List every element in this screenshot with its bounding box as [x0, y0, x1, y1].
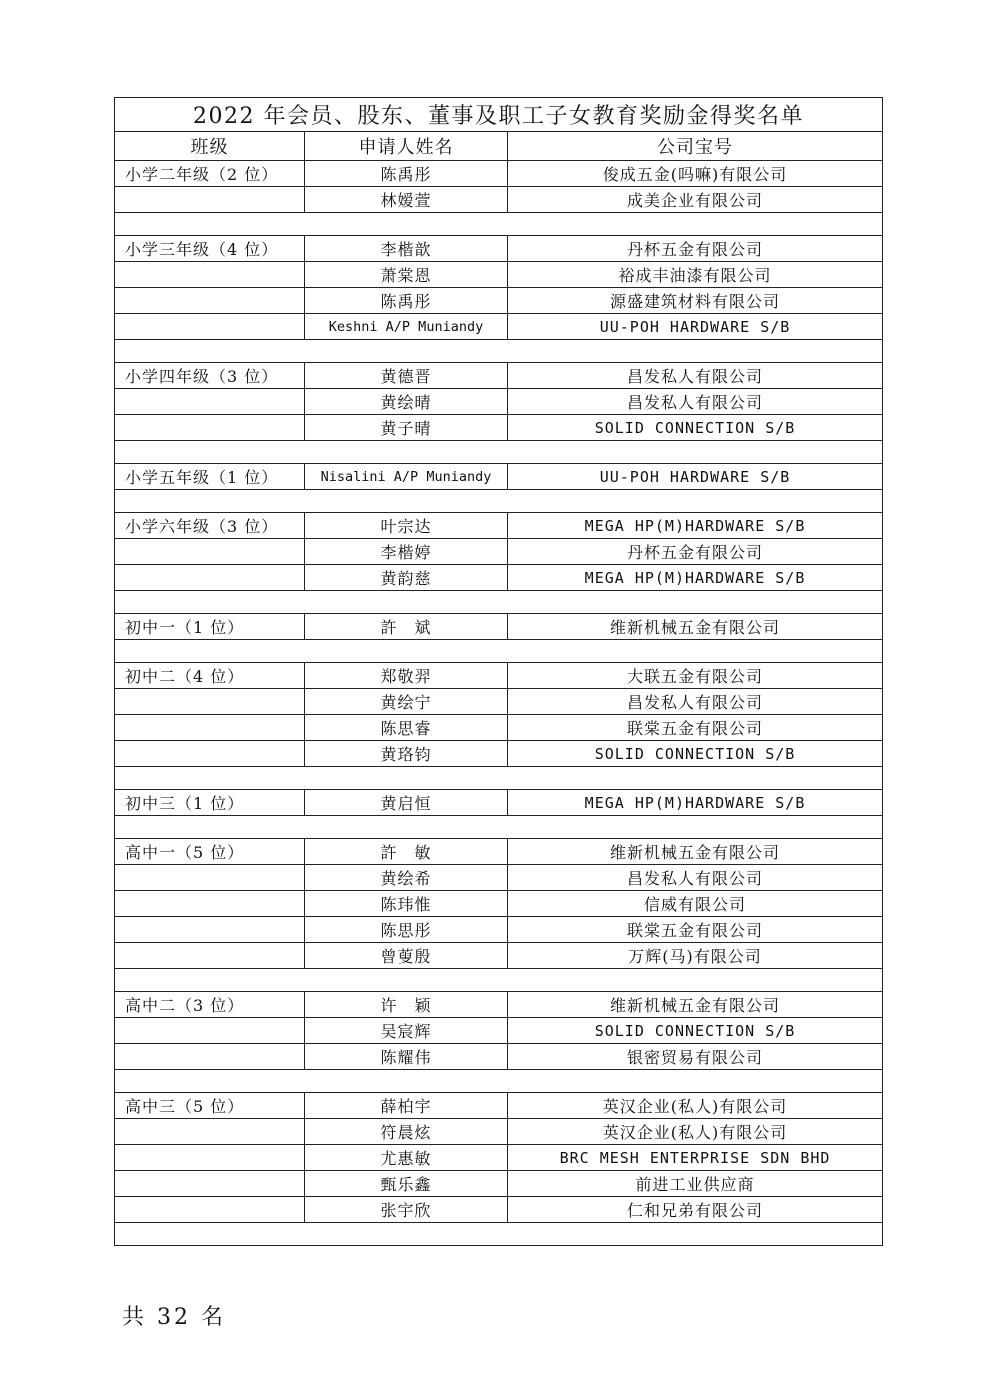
- applicant-name-cell: 陈耀伟: [305, 1044, 508, 1070]
- header-applicant: 申请人姓名: [305, 132, 508, 161]
- spacer-row: [115, 441, 883, 464]
- company-cell: 仁和兄弟有限公司: [508, 1197, 883, 1223]
- header-company: 公司宝号: [508, 132, 883, 161]
- table-row: [115, 865, 883, 891]
- company-cell: 丹杯五金有限公司: [508, 539, 883, 565]
- applicant-name-cell: 陈玮惟: [305, 891, 508, 917]
- applicant-name-cell: 黄珞钧: [305, 741, 508, 767]
- class-cell: [115, 1044, 305, 1070]
- spacer-row: [115, 767, 883, 790]
- spacer-row: [115, 490, 883, 513]
- class-cell: [115, 1171, 305, 1197]
- award-table: [114, 97, 883, 1246]
- table-row: [115, 513, 883, 539]
- class-cell: 高中三（5 位）: [115, 1093, 305, 1119]
- class-cell: [115, 865, 305, 891]
- table-row: [115, 992, 883, 1018]
- table-row: [115, 1145, 883, 1171]
- company-cell: 信威有限公司: [508, 891, 883, 917]
- header-class: 班级: [115, 132, 305, 161]
- company-cell: 俊成五金(吗嘛)有限公司: [508, 161, 883, 187]
- table-row: [115, 262, 883, 288]
- spacer-row: [115, 591, 883, 614]
- class-cell: [115, 539, 305, 565]
- company-cell: 昌发私人有限公司: [508, 363, 883, 389]
- class-cell: [115, 891, 305, 917]
- class-cell: [115, 187, 305, 213]
- spacer-cell: [115, 490, 883, 513]
- table-row: [115, 415, 883, 441]
- table-row: [115, 1044, 883, 1070]
- class-cell: 小学三年级（4 位）: [115, 236, 305, 262]
- company-cell: 成美企业有限公司: [508, 187, 883, 213]
- class-cell: [115, 415, 305, 441]
- company-cell: MEGA HP(M)HARDWARE S/B: [508, 513, 883, 539]
- applicant-name-cell: 陈思彤: [305, 917, 508, 943]
- company-cell: 银密贸易有限公司: [508, 1044, 883, 1070]
- table-row: [115, 1093, 883, 1119]
- class-cell: 小学六年级（3 位）: [115, 513, 305, 539]
- applicant-name-cell: Nisalini A/P Muniandy: [305, 464, 508, 490]
- company-cell: MEGA HP(M)HARDWARE S/B: [508, 565, 883, 591]
- applicant-name-cell: 符晨炫: [305, 1119, 508, 1145]
- class-cell: 小学二年级（2 位）: [115, 161, 305, 187]
- applicant-name-cell: 許 敏: [305, 839, 508, 865]
- applicant-name-cell: 黄德晋: [305, 363, 508, 389]
- class-cell: [115, 288, 305, 314]
- table-row: [115, 363, 883, 389]
- class-cell: [115, 715, 305, 741]
- table-row: [115, 839, 883, 865]
- table-row: [115, 464, 883, 490]
- table-row: [115, 689, 883, 715]
- company-cell: 联棠五金有限公司: [508, 917, 883, 943]
- applicant-name-cell: 甄乐鑫: [305, 1171, 508, 1197]
- class-cell: 高中二（3 位）: [115, 992, 305, 1018]
- spacer-row: [115, 213, 883, 236]
- applicant-name-cell: 黄绘宁: [305, 689, 508, 715]
- applicant-name-cell: 黄韵慈: [305, 565, 508, 591]
- table-row: [115, 236, 883, 262]
- applicant-name-cell: 李楷婷: [305, 539, 508, 565]
- class-cell: 高中一（5 位）: [115, 839, 305, 865]
- spacer-cell: [115, 213, 883, 236]
- company-cell: 英汉企业(私人)有限公司: [508, 1093, 883, 1119]
- company-cell: UU-POH HARDWARE S/B: [508, 314, 883, 340]
- table-row: [115, 917, 883, 943]
- table-row: [115, 715, 883, 741]
- spacer-cell: [115, 591, 883, 614]
- spacer-row: [115, 340, 883, 363]
- spacer-row: [115, 969, 883, 992]
- company-cell: 维新机械五金有限公司: [508, 614, 883, 640]
- spacer-cell: [115, 640, 883, 663]
- class-cell: 初中二（4 位）: [115, 663, 305, 689]
- company-cell: 大联五金有限公司: [508, 663, 883, 689]
- class-cell: 初中一（1 位）: [115, 614, 305, 640]
- applicant-name-cell: 尤惠敏: [305, 1145, 508, 1171]
- applicant-name-cell: 曾蓃殷: [305, 943, 508, 969]
- spacer-cell: [115, 767, 883, 790]
- table-row: [115, 614, 883, 640]
- document-title: 2022 年会员、股东、董事及职工子女教育奖励金得奖名单: [115, 98, 883, 132]
- class-cell: 初中三（1 位）: [115, 790, 305, 816]
- table-row: [115, 943, 883, 969]
- class-cell: [115, 262, 305, 288]
- class-cell: [115, 1197, 305, 1223]
- table-body: [115, 161, 883, 1246]
- company-cell: 丹杯五金有限公司: [508, 236, 883, 262]
- table-row: [115, 891, 883, 917]
- spacer-row: [115, 816, 883, 839]
- spacer-cell: [115, 816, 883, 839]
- applicant-name-cell: 陈禹彤: [305, 161, 508, 187]
- table-row: [115, 1171, 883, 1197]
- applicant-name-cell: 李楷歆: [305, 236, 508, 262]
- table-row: [115, 288, 883, 314]
- company-cell: 昌发私人有限公司: [508, 689, 883, 715]
- applicant-name-cell: 叶宗达: [305, 513, 508, 539]
- table-row: [115, 1018, 883, 1044]
- company-cell: 裕成丰油漆有限公司: [508, 262, 883, 288]
- class-cell: [115, 741, 305, 767]
- class-cell: [115, 1119, 305, 1145]
- class-cell: 小学五年级（1 位）: [115, 464, 305, 490]
- spacer-cell: [115, 1070, 883, 1093]
- spacer-row: [115, 1223, 883, 1246]
- table-row: [115, 187, 883, 213]
- class-cell: [115, 689, 305, 715]
- class-cell: [115, 917, 305, 943]
- applicant-name-cell: 陈禹彤: [305, 288, 508, 314]
- company-cell: 维新机械五金有限公司: [508, 839, 883, 865]
- table-row: [115, 741, 883, 767]
- total-count: 共 32 名: [122, 1305, 226, 1330]
- table-row: [115, 565, 883, 591]
- table-row: [115, 790, 883, 816]
- class-cell: [115, 1018, 305, 1044]
- company-cell: 昌发私人有限公司: [508, 389, 883, 415]
- company-cell: 万辉(马)有限公司: [508, 943, 883, 969]
- class-cell: [115, 1145, 305, 1171]
- company-cell: 联棠五金有限公司: [508, 715, 883, 741]
- applicant-name-cell: 黄绘晴: [305, 389, 508, 415]
- applicant-name-cell: 吴宸辉: [305, 1018, 508, 1044]
- company-cell: 维新机械五金有限公司: [508, 992, 883, 1018]
- table-row: [115, 389, 883, 415]
- class-cell: 小学四年级（3 位）: [115, 363, 305, 389]
- applicant-name-cell: 张宇欣: [305, 1197, 508, 1223]
- company-cell: 前进工业供应商: [508, 1171, 883, 1197]
- class-cell: [115, 389, 305, 415]
- company-cell: MEGA HP(M)HARDWARE S/B: [508, 790, 883, 816]
- company-cell: 英汉企业(私人)有限公司: [508, 1119, 883, 1145]
- company-cell: UU-POH HARDWARE S/B: [508, 464, 883, 490]
- applicant-name-cell: 許 斌: [305, 614, 508, 640]
- company-cell: SOLID CONNECTION S/B: [508, 741, 883, 767]
- spacer-cell: [115, 969, 883, 992]
- applicant-name-cell: Keshni A/P Muniandy: [305, 314, 508, 340]
- company-cell: 源盛建筑材料有限公司: [508, 288, 883, 314]
- applicant-name-cell: 黄启恒: [305, 790, 508, 816]
- class-cell: [115, 943, 305, 969]
- table-row: [115, 161, 883, 187]
- applicant-name-cell: 陈思睿: [305, 715, 508, 741]
- spacer-cell: [115, 340, 883, 363]
- spacer-cell: [115, 1223, 883, 1246]
- table-row: [115, 314, 883, 340]
- applicant-name-cell: 黄子晴: [305, 415, 508, 441]
- table-row: [115, 1119, 883, 1145]
- applicant-name-cell: 林嫒萱: [305, 187, 508, 213]
- table-row: [115, 1197, 883, 1223]
- table-row: [115, 539, 883, 565]
- applicant-name-cell: 萧棠恩: [305, 262, 508, 288]
- company-cell: 昌发私人有限公司: [508, 865, 883, 891]
- spacer-cell: [115, 441, 883, 464]
- applicant-name-cell: 黄绘希: [305, 865, 508, 891]
- applicant-name-cell: 郑敬羿: [305, 663, 508, 689]
- class-cell: [115, 314, 305, 340]
- class-cell: [115, 565, 305, 591]
- spacer-row: [115, 640, 883, 663]
- applicant-name-cell: 许 颖: [305, 992, 508, 1018]
- company-cell: BRC MESH ENTERPRISE SDN BHD: [508, 1145, 883, 1171]
- company-cell: SOLID CONNECTION S/B: [508, 1018, 883, 1044]
- applicant-name-cell: 薛柏宇: [305, 1093, 508, 1119]
- spacer-row: [115, 1070, 883, 1093]
- table-row: [115, 663, 883, 689]
- company-cell: SOLID CONNECTION S/B: [508, 415, 883, 441]
